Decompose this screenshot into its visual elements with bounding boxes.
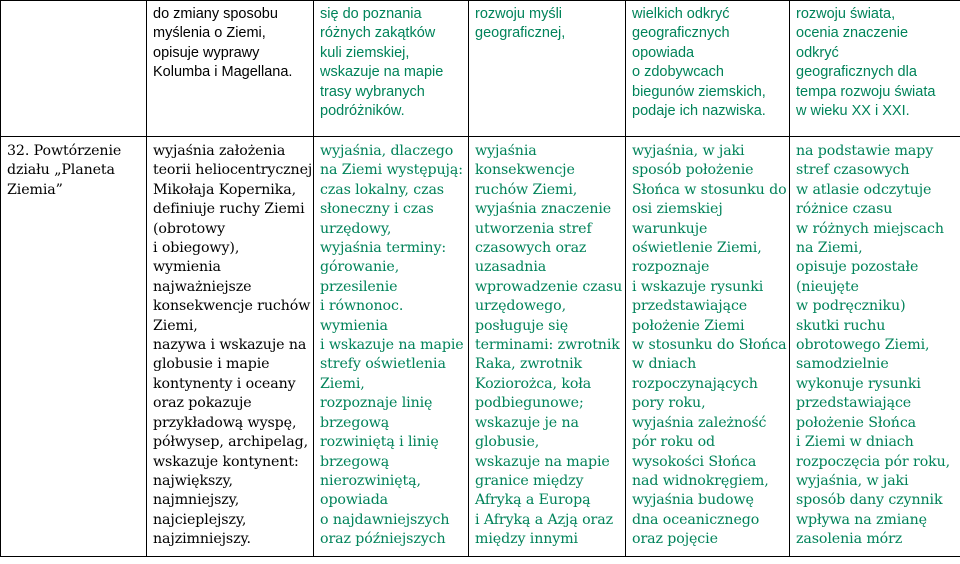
cell-text-line: oraz późniejszych bbox=[320, 531, 446, 548]
cell-text-line: wyjaśnia bbox=[475, 143, 537, 159]
cell-text-line: (obrotowy bbox=[153, 220, 225, 237]
cell-text-line: trasy wybranych bbox=[320, 83, 425, 100]
cell-text-line: w różnych miejscach bbox=[796, 220, 944, 237]
cell-text-line: uzasadnia bbox=[475, 259, 547, 276]
cell-text-line: urzędowego, bbox=[475, 298, 566, 315]
cell-text-line: 32. Powtórzenie bbox=[7, 143, 122, 159]
cell-text-line: konsekwencje bbox=[475, 162, 575, 179]
cell-text-line: rozpoczynających bbox=[632, 375, 758, 392]
cell-text-line: wyjaśnia, w jaki bbox=[632, 143, 745, 159]
cell-text-line: myślenia o Ziemi, bbox=[153, 25, 266, 42]
cell-text-line: najcieplejszy, bbox=[153, 511, 247, 528]
requirement-cell bbox=[790, 1, 960, 137]
cell-text-line: działu „Planeta bbox=[7, 162, 115, 179]
cell-text-line: globusie, bbox=[475, 434, 540, 451]
cell-text-line: o najdawniejszych bbox=[320, 511, 450, 528]
cell-text-line: podróżników. bbox=[320, 103, 405, 120]
cell-text-line: skutki ruchu bbox=[796, 317, 886, 334]
cell-text-line: Kolumba i Magellana. bbox=[153, 64, 293, 81]
cell-text-line: i wskazuje rysunki bbox=[632, 278, 764, 295]
cell-text-line: geograficznych dla bbox=[796, 64, 917, 81]
requirement-cell bbox=[147, 137, 314, 557]
requirement-cell bbox=[626, 1, 790, 137]
cell-text-line: opisuje pozostałe bbox=[796, 259, 919, 276]
cell-text-line: posługuje się bbox=[475, 317, 569, 334]
table-row bbox=[1, 137, 960, 557]
cell-text-line: wymienia bbox=[153, 259, 221, 276]
cell-text-line: rozwoju świata, bbox=[796, 6, 896, 22]
cell-text-line: ruchów Ziemi, bbox=[475, 181, 578, 198]
cell-text-line: i Afryką a Azją oraz bbox=[475, 511, 613, 528]
cell-text-line: Ziemi, bbox=[320, 375, 365, 392]
cell-text-line: brzegową bbox=[320, 453, 390, 470]
cell-text-line: i Ziemi w dniach bbox=[796, 434, 914, 451]
cell-text-line: przykładową wyspę, bbox=[153, 414, 297, 431]
cell-text-line: wyjaśnia zależność bbox=[632, 414, 767, 431]
cell-text-line: wyjaśnia znaczenie bbox=[475, 201, 612, 218]
cell-text-line: wymienia bbox=[320, 317, 388, 334]
cell-text-line: przedstawiające bbox=[632, 298, 748, 315]
cell-text-line: w stosunku do Słońca bbox=[632, 337, 787, 354]
cell-text-line: przesilenie bbox=[320, 278, 398, 295]
cell-text-line: wyjaśnia budowę bbox=[632, 492, 754, 509]
cell-text-line: tempa rozwoju świata bbox=[796, 83, 936, 100]
requirement-cell bbox=[469, 1, 626, 137]
cell-text-line: położenie Ziemi bbox=[632, 317, 745, 334]
cell-text-line: nierozwiniętą, bbox=[320, 472, 421, 489]
cell-text-line: rozwiniętą i linię bbox=[320, 434, 439, 451]
cell-text-line: wysokości Słońca bbox=[632, 453, 757, 470]
cell-text-line: ocenia znaczenie bbox=[796, 25, 909, 42]
cell-text-line: nad widnokręgiem, bbox=[632, 472, 769, 489]
cell-text-line: Słońca w stosunku do bbox=[632, 181, 787, 198]
cell-text-line: wskazuje na mapie bbox=[320, 64, 444, 81]
cell-text-line: najmniejszy, bbox=[153, 492, 240, 509]
cell-text-line: wskazuje na mapie bbox=[475, 453, 610, 470]
cell-text-line: różnych zakątków bbox=[320, 25, 436, 42]
cell-text-line: Ziemi, bbox=[153, 317, 198, 334]
cell-text-line: opowiada bbox=[320, 492, 389, 509]
cell-text-line: na podstawie mapy bbox=[796, 143, 934, 159]
cell-text-line: dna oceanicznego bbox=[632, 511, 760, 528]
cell-text-line: konsekwencje ruchów bbox=[153, 298, 311, 315]
cell-text-line: Afryką a Europą bbox=[475, 492, 591, 509]
cell-text-line: w podręczniku) bbox=[796, 298, 906, 315]
cell-text-line: czas lokalny, czas bbox=[320, 181, 444, 198]
cell-text-line: się do poznania bbox=[320, 6, 422, 22]
cell-text-line: kuli ziemskiej, bbox=[320, 44, 410, 61]
cell-text-line: między innymi bbox=[475, 531, 578, 548]
cell-text-line: teorii heliocentrycznej bbox=[153, 162, 313, 179]
cell-text-line: o zdobywcach bbox=[632, 64, 724, 81]
cell-text-line: Raka, zwrotnik bbox=[475, 356, 583, 373]
cell-text-line: słoneczny i czas bbox=[320, 201, 434, 218]
cell-text-line: półwysep, archipelag, bbox=[153, 434, 308, 451]
cell-text-line: urzędowy, bbox=[320, 220, 392, 237]
cell-text-line: brzegową bbox=[320, 414, 390, 431]
cell-text-line: wskazuje je na bbox=[475, 414, 579, 431]
requirement-cell bbox=[314, 1, 469, 137]
cell-text-line: (nieujęte bbox=[796, 278, 859, 295]
cell-text-line: różnice czasu bbox=[796, 201, 893, 218]
table-row bbox=[1, 1, 960, 137]
cell-text-line: pory roku, bbox=[632, 395, 706, 412]
requirement-cell bbox=[469, 137, 626, 557]
cell-text-line: definiuje ruchy Ziemi bbox=[153, 201, 305, 218]
cell-text-line: Mikołaja Kopernika, bbox=[153, 181, 296, 198]
cell-text-line: stref czasowych bbox=[796, 162, 910, 179]
cell-text-line: wyjaśnia, dlaczego bbox=[320, 143, 454, 159]
cell-text-line: kontynenty i oceany bbox=[153, 375, 296, 392]
cell-text-line: wielkich odkryć bbox=[632, 6, 730, 22]
cell-text-line: rozwoju myśli bbox=[475, 6, 563, 22]
cell-text-line: rozpoznaje bbox=[632, 259, 710, 276]
cell-text-line: podbiegunowe; bbox=[475, 395, 584, 412]
cell-text-line: geograficznej, bbox=[475, 25, 566, 42]
cell-text-line: granice między bbox=[475, 472, 584, 489]
cell-text-line: na Ziemi występują: bbox=[320, 162, 463, 179]
cell-text-line: oświetlenie Ziemi, bbox=[632, 240, 762, 257]
cell-text-line: wyjaśnia, w jaki bbox=[796, 472, 909, 489]
cell-text-line: obrotowego Ziemi, bbox=[796, 337, 930, 354]
cell-text-line: położenie Słońca bbox=[796, 414, 917, 431]
cell-text-line: i równonoc. bbox=[320, 298, 404, 315]
cell-text-line: warunkuje bbox=[632, 220, 708, 237]
cell-text-line: i wskazuje na mapie bbox=[320, 337, 464, 354]
cell-text-line: strefy oświetlenia bbox=[320, 356, 446, 373]
topic-cell-empty bbox=[1, 1, 147, 137]
cell-text-line: do zmiany sposobu bbox=[153, 6, 278, 22]
cell-text-line: czasowych oraz bbox=[475, 240, 587, 257]
requirement-cell bbox=[314, 137, 469, 557]
cell-text-line: wprowadzenie czasu bbox=[475, 278, 623, 295]
cell-text-line: na Ziemi, bbox=[796, 240, 863, 257]
cell-text-line: globusie i mapie bbox=[153, 356, 270, 373]
cell-text-line: w dniach bbox=[632, 356, 697, 373]
cell-text-line: Koziorożca, koła bbox=[475, 375, 592, 392]
requirement-cell bbox=[790, 137, 960, 557]
cell-text-line: biegunów ziemskich, bbox=[632, 83, 766, 100]
cell-text-line: wskazuje kontynent: bbox=[153, 453, 299, 470]
cell-text-line: nazywa i wskazuje na bbox=[153, 337, 307, 354]
cell-text-line: wyjaśnia założenia bbox=[153, 143, 286, 159]
requirement-cell bbox=[147, 1, 314, 137]
cell-text-line: w atlasie odczytuje bbox=[796, 181, 932, 198]
lesson-topic-cell bbox=[1, 137, 147, 557]
cell-text-line: podaje ich nazwiska. bbox=[632, 103, 766, 120]
cell-text-line: odkryć bbox=[796, 44, 839, 61]
cell-text-line: zasolenia mórz bbox=[796, 531, 903, 548]
cell-text-line: terminami: zwrotnik bbox=[475, 337, 620, 354]
cell-text-line: największy, bbox=[153, 472, 233, 489]
cell-text-line: najważniejsze bbox=[153, 278, 252, 295]
cell-text-line: wyjaśnia terminy: bbox=[320, 240, 447, 257]
cell-text-line: geograficznych bbox=[632, 25, 730, 42]
cell-text-line: utworzenia stref bbox=[475, 220, 592, 237]
cell-text-line: wpływa na zmianę bbox=[796, 511, 927, 528]
cell-text-line: pór roku od bbox=[632, 434, 716, 451]
cell-text-line: opisuje wyprawy bbox=[153, 44, 260, 61]
cell-text-line: oraz pokazuje bbox=[153, 395, 252, 412]
cell-text-line: górowanie, bbox=[320, 259, 400, 276]
cell-text-line: najzimniejszy. bbox=[153, 531, 251, 548]
cell-text-line: opowiada bbox=[632, 44, 695, 61]
cell-text-line: oraz pojęcie bbox=[632, 531, 718, 548]
cell-text-line: i obiegowy), bbox=[153, 240, 240, 257]
cell-text-line: samodzielnie bbox=[796, 356, 889, 373]
cell-text-line: w wieku XX i XXI. bbox=[796, 103, 910, 120]
cell-text-line: sposób dany czynnik bbox=[796, 492, 943, 509]
requirement-cell bbox=[626, 137, 790, 557]
cell-text-line: osi ziemskiej bbox=[632, 201, 723, 218]
cell-text-line: wykonuje rysunki bbox=[796, 375, 921, 392]
cell-text-line: przedstawiające bbox=[796, 395, 912, 412]
cell-text-line: sposób położenie bbox=[632, 162, 754, 179]
cell-text-line: rozpoczęcia pór roku, bbox=[796, 453, 951, 470]
cell-text-line: rozpoznaje linię bbox=[320, 395, 433, 412]
cell-text-line: Ziemia” bbox=[7, 181, 63, 198]
